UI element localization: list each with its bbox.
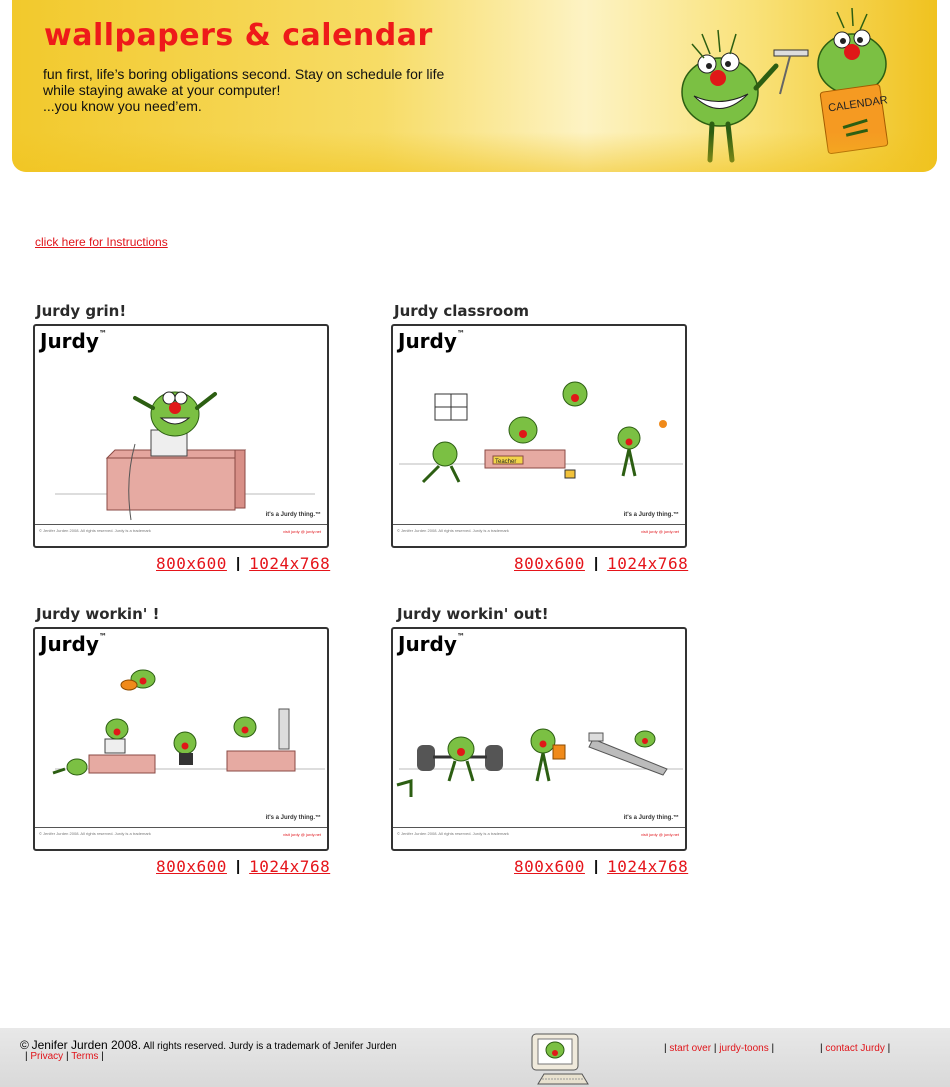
- wallpaper-card-workin: [33, 605, 331, 881]
- size-1024x768-link[interactable]: 1024x768: [607, 553, 689, 573]
- calendar-label: CALENDAR: [827, 94, 889, 115]
- size-links: [514, 552, 688, 574]
- legal-links: | Privacy | Terms |: [25, 1051, 104, 1062]
- wallpaper-card-classroom: [391, 302, 689, 578]
- tagline-line-1: fun first, life’s boring obligations second. Stay on schedule for life: [43, 66, 445, 82]
- size-links: [514, 855, 688, 877]
- tagline-line-3: ...you know you need’em.: [43, 98, 202, 114]
- jurdy-grin-scene-icon: [35, 354, 327, 522]
- wallpaper-card-workout: [391, 605, 689, 881]
- size-800x600-link[interactable]: 800x600: [514, 856, 585, 876]
- jurdy-workin-scene-icon: [35, 657, 327, 825]
- privacy-link[interactable]: Privacy: [30, 1051, 64, 1062]
- thumbnail-brand: Jurdy™: [398, 632, 465, 656]
- page-tagline: [43, 66, 473, 114]
- desk-label: Teacher: [495, 459, 517, 465]
- size-800x600-link[interactable]: 800x600: [156, 856, 227, 876]
- size-800x600-link[interactable]: 800x600: [156, 553, 227, 573]
- page-footer: [0, 1028, 950, 1087]
- footer-nav: | start over | jurdy-toons |: [664, 1043, 775, 1054]
- size-separator: |: [593, 857, 599, 875]
- size-separator: |: [593, 554, 599, 572]
- wallpaper-title: Jurdy grin!: [36, 302, 127, 320]
- copyright-notice: © Jenifer Jurden 2008. All rights reserved. Jurdy is a trademark of Jenifer Jurden: [20, 1038, 397, 1052]
- page-title: wallpapers & calendar: [44, 18, 433, 53]
- size-separator: |: [235, 857, 241, 875]
- thumbnail-footer: it's a Jurdy thing.™ © Jenifer Jurden 2008. All rights reserved. Jurdy is a trademark visit jurdy @ jurdy.net: [35, 827, 327, 849]
- size-links: [156, 855, 330, 877]
- jurdy-left-mascot: [682, 30, 776, 160]
- header-banner: [12, 0, 937, 172]
- wallpaper-thumbnail[interactable]: [33, 324, 329, 548]
- size-links: [156, 552, 330, 574]
- jurdy-classroom-scene-icon: [393, 354, 685, 522]
- contact-link[interactable]: contact Jurdy: [825, 1043, 885, 1054]
- tagline-line-2: while staying awake at your computer!: [43, 82, 281, 98]
- thumbnail-footer: it's a Jurdy thing.™ © Jenifer Jurden 2008. All rights reserved. Jurdy is a trademark visit jurdy @ jurdy.net: [393, 524, 685, 546]
- footer-contact: | contact Jurdy |: [820, 1043, 891, 1054]
- wallpaper-title: Jurdy workin' out!: [397, 605, 549, 623]
- wallpaper-title: Jurdy classroom: [394, 302, 530, 320]
- thumbnail-footer: it's a Jurdy thing.™ © Jenifer Jurden 2008. All rights reserved. Jurdy is a trademark visit jurdy @ jurdy.net: [393, 827, 685, 849]
- thumbnail-footer: it's a Jurdy thing.™ © Jenifer Jurden 2008. All rights reserved. Jurdy is a trademark visit jurdy @ jurdy.net: [35, 524, 327, 546]
- thumbnail-brand: Jurdy™: [40, 632, 107, 656]
- wallpaper-card-grin: [33, 302, 331, 578]
- size-800x600-link[interactable]: 800x600: [514, 553, 585, 573]
- terms-link[interactable]: Terms: [71, 1051, 99, 1062]
- jurdy-workout-scene-icon: [393, 657, 685, 825]
- thumbnail-brand: Jurdy™: [40, 329, 107, 353]
- size-1024x768-link[interactable]: 1024x768: [249, 856, 331, 876]
- wallpaper-title: Jurdy workin' !: [36, 605, 160, 623]
- thumbnail-brand: Jurdy™: [398, 329, 465, 353]
- jurdy-toons-link[interactable]: jurdy-toons: [719, 1043, 769, 1054]
- wallpaper-thumbnail[interactable]: [391, 324, 687, 548]
- size-1024x768-link[interactable]: 1024x768: [607, 856, 689, 876]
- size-separator: |: [235, 554, 241, 572]
- wallpaper-thumbnail[interactable]: [391, 627, 687, 851]
- start-over-link[interactable]: start over: [669, 1043, 712, 1054]
- wallpaper-thumbnail[interactable]: [33, 627, 329, 851]
- jurdy-mascots-icon: [652, 4, 902, 166]
- size-1024x768-link[interactable]: 1024x768: [249, 553, 331, 573]
- jurdy-right-mascot: [818, 8, 888, 154]
- jurdy-computer-icon: [520, 1030, 600, 1086]
- instructions-link[interactable]: click here for Instructions: [35, 235, 168, 249]
